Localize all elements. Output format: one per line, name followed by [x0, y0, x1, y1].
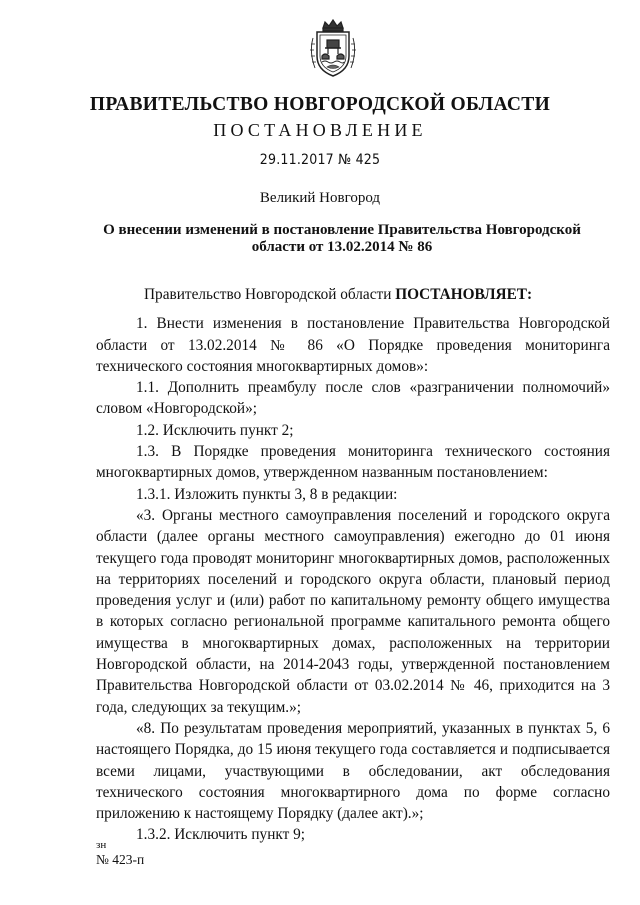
paragraph-1-1: 1.1. Дополнить преамбулу после слов «разграничении полномочий» словом «Новгородской»; [96, 379, 610, 418]
city-name: Великий Новгород [259, 190, 381, 206]
paragraph-1-3-2: 1.3.2. Исключить пункт 9; [136, 826, 306, 844]
quoted-point-3: «3. Органы местного самоуправления поселений и городского округа области (далее органы местного самоуправления) ежегодно до 01 июня текущего года проводят мониторинг многоквартирных домов, расположенных на территориях поселений и городского округа области, плановый период проведения услуг и (или) работ по капитальному ремонту общего имущества в которых согласно региональной программе капитального ремонта общего имущества в многоквартирных домах, расположенных на территории Новгородской области, на 2014-2043 годы, утвержденной постановлением Правительства Новгородской области от 03.02.2014 № 46, приходится на 3 года, следующих за текущим.»; [96, 506, 610, 716]
resolution-intro [96, 284, 610, 305]
document-title: О внесении изменений в постановление Правительства Новгородской области от 13.02.2014 № 86 [103, 222, 581, 255]
paragraph-1-3: 1.3. В Порядке проведения мониторинга технического состояния многоквартирных домов, утвержденном названным постановлением: [96, 443, 610, 482]
document-type: ПОСТАНОВЛЕНИЕ [213, 120, 427, 140]
intro-text: Правительство Новгородской области [144, 286, 396, 303]
paragraph-1: 1. Внести изменения в постановление Правительства Новгородской области от 13.02.2014 № 86 «О Порядке проведения мониторинга технического состояния многоквартирных домов»: [96, 315, 610, 375]
registration-number: № 423-п [96, 852, 145, 867]
resolves-keyword: ПОСТАНОВЛЯЕТ: [395, 286, 533, 303]
paragraph-1-2: 1.2. Исключить пункт 2; [136, 421, 294, 439]
coat-of-arms-emblem [303, 18, 363, 80]
government-name: ПРАВИТЕЛЬСТВО НОВГОРОДСКОЙ ОБЛАСТИ [89, 94, 551, 115]
date-and-number: 29.11.2017 № 425 [259, 152, 381, 168]
document-body [96, 284, 610, 846]
paragraph-1-3-1: 1.3.1. Изложить пункты 3, 8 в редакции: [136, 485, 398, 503]
quoted-point-8: «8. По результатам проведения мероприятий, указанных в пунктах 5, 6 настоящего Порядка, до 15 июня текущего года составляется и подписывается всеми лицами, участвующими в обследовании, акт обследования технического состояния многоквартирного дома по форме согласно приложению к настоящему Порядку (далее акт).»; [96, 719, 610, 823]
footer-initials: зн [96, 839, 107, 851]
